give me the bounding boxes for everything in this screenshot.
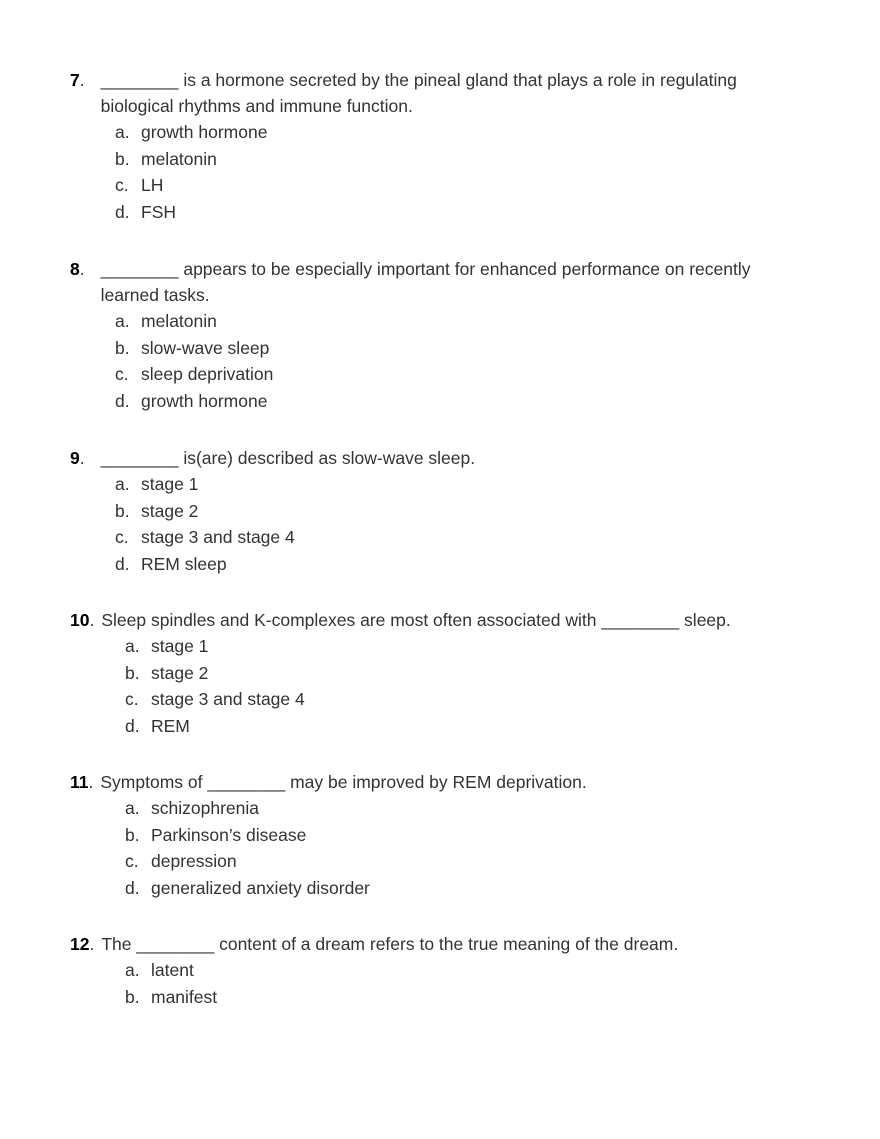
- option-letter: d.: [115, 390, 130, 411]
- answer-option-a: [125, 633, 810, 660]
- answer-option-a: [125, 795, 810, 822]
- answer-options: [70, 119, 810, 225]
- answer-option-b: [125, 822, 810, 849]
- question-text: ________ is a hormone secreted by the pineal gland that plays a role in regulating biological rhythms and immune function.: [100, 70, 737, 116]
- option-text: depression: [151, 851, 237, 871]
- option-text: stage 1: [141, 474, 199, 494]
- answer-option-b: [115, 146, 810, 173]
- answer-option-a: [115, 308, 810, 335]
- option-text: melatonin: [141, 311, 217, 331]
- option-text: manifest: [151, 986, 218, 1007]
- question-number: 7.: [70, 70, 85, 90]
- answer-option-a: [115, 119, 810, 146]
- option-text: stage 3 and stage 4: [151, 689, 305, 709]
- option-letter: d.: [115, 201, 130, 222]
- option-text: Parkinson’s disease: [151, 824, 307, 845]
- answer-option-d: [125, 875, 810, 902]
- option-text: stage 3 and stage 4: [141, 527, 295, 547]
- option-text: growth hormone: [141, 390, 268, 411]
- option-text: sleep deprivation: [141, 364, 274, 384]
- option-text: REM: [151, 715, 190, 736]
- option-letter: a.: [115, 122, 130, 142]
- question-stem: [70, 607, 810, 633]
- question-text: Symptoms of ________ may be improved by REM deprivation.: [100, 772, 587, 792]
- option-letter: b.: [115, 500, 130, 521]
- answer-option-d: [115, 551, 810, 578]
- option-text: stage 2: [141, 500, 199, 521]
- question-9: [70, 445, 810, 577]
- option-text: melatonin: [141, 148, 217, 169]
- question-stem: [70, 67, 810, 119]
- question-7: [70, 67, 810, 225]
- option-text: LH: [141, 175, 164, 195]
- answer-options: [70, 308, 810, 414]
- answer-options: [70, 471, 810, 577]
- option-letter: c.: [115, 527, 129, 547]
- answer-option-d: [115, 388, 810, 415]
- option-letter: d.: [125, 715, 140, 736]
- option-letter: b.: [125, 824, 140, 845]
- answer-option-d: [125, 713, 810, 740]
- answer-option-b: [115, 498, 810, 525]
- answer-option-c: [125, 686, 810, 713]
- answer-option-a: [115, 471, 810, 498]
- option-letter: a.: [125, 798, 140, 818]
- option-letter: c.: [125, 689, 139, 709]
- option-text: stage 1: [151, 636, 209, 656]
- question-11: [70, 769, 810, 901]
- answer-option-c: [125, 848, 810, 875]
- option-text: REM sleep: [141, 553, 227, 574]
- option-letter: b.: [115, 337, 130, 358]
- answer-option-b: [125, 660, 810, 687]
- option-letter: d.: [115, 553, 130, 574]
- question-number: 9.: [70, 448, 85, 468]
- answer-option-b: [115, 335, 810, 362]
- answer-option-a: [125, 957, 810, 984]
- option-letter: c.: [125, 851, 139, 871]
- question-number: 10.: [70, 610, 95, 630]
- option-text: latent: [151, 960, 194, 980]
- answer-options: [70, 795, 810, 901]
- answer-option-d: [115, 199, 810, 226]
- question-12: [70, 931, 810, 1010]
- question-number: 12.: [70, 934, 95, 954]
- question-number: 11.: [70, 772, 94, 792]
- option-text: stage 2: [151, 662, 209, 683]
- answer-option-b: [125, 984, 810, 1011]
- option-text: generalized anxiety disorder: [151, 877, 370, 898]
- question-10: [70, 607, 810, 739]
- answer-option-c: [115, 172, 810, 199]
- option-text: schizophrenia: [151, 798, 259, 818]
- option-letter: b.: [125, 662, 140, 683]
- question-text: Sleep spindles and K-complexes are most often associated with ________ sleep.: [101, 610, 731, 630]
- option-text: slow-wave sleep: [141, 337, 270, 358]
- option-letter: b.: [125, 986, 140, 1007]
- answer-option-c: [115, 361, 810, 388]
- option-letter: a.: [115, 474, 130, 494]
- answer-options: [70, 957, 810, 1010]
- option-letter: c.: [115, 175, 129, 195]
- question-stem: [70, 769, 810, 795]
- question-text: ________ is(are) described as slow-wave sleep.: [100, 448, 476, 468]
- question-stem: [70, 256, 810, 308]
- question-stem: [70, 931, 810, 957]
- option-letter: c.: [115, 364, 129, 384]
- question-8: [70, 256, 810, 414]
- question-stem: [70, 445, 810, 471]
- option-letter: d.: [125, 877, 140, 898]
- answer-option-c: [115, 524, 810, 551]
- question-text: The ________ content of a dream refers to the true meaning of the dream.: [101, 934, 679, 954]
- option-letter: a.: [125, 636, 140, 656]
- question-text: ________ appears to be especially important for enhanced performance on recently learned tasks.: [100, 259, 751, 305]
- answer-options: [70, 633, 810, 739]
- option-text: growth hormone: [141, 122, 268, 142]
- option-letter: a.: [115, 311, 130, 331]
- option-letter: a.: [125, 960, 140, 980]
- option-letter: b.: [115, 148, 130, 169]
- question-number: 8.: [70, 259, 85, 279]
- option-text: FSH: [141, 201, 176, 222]
